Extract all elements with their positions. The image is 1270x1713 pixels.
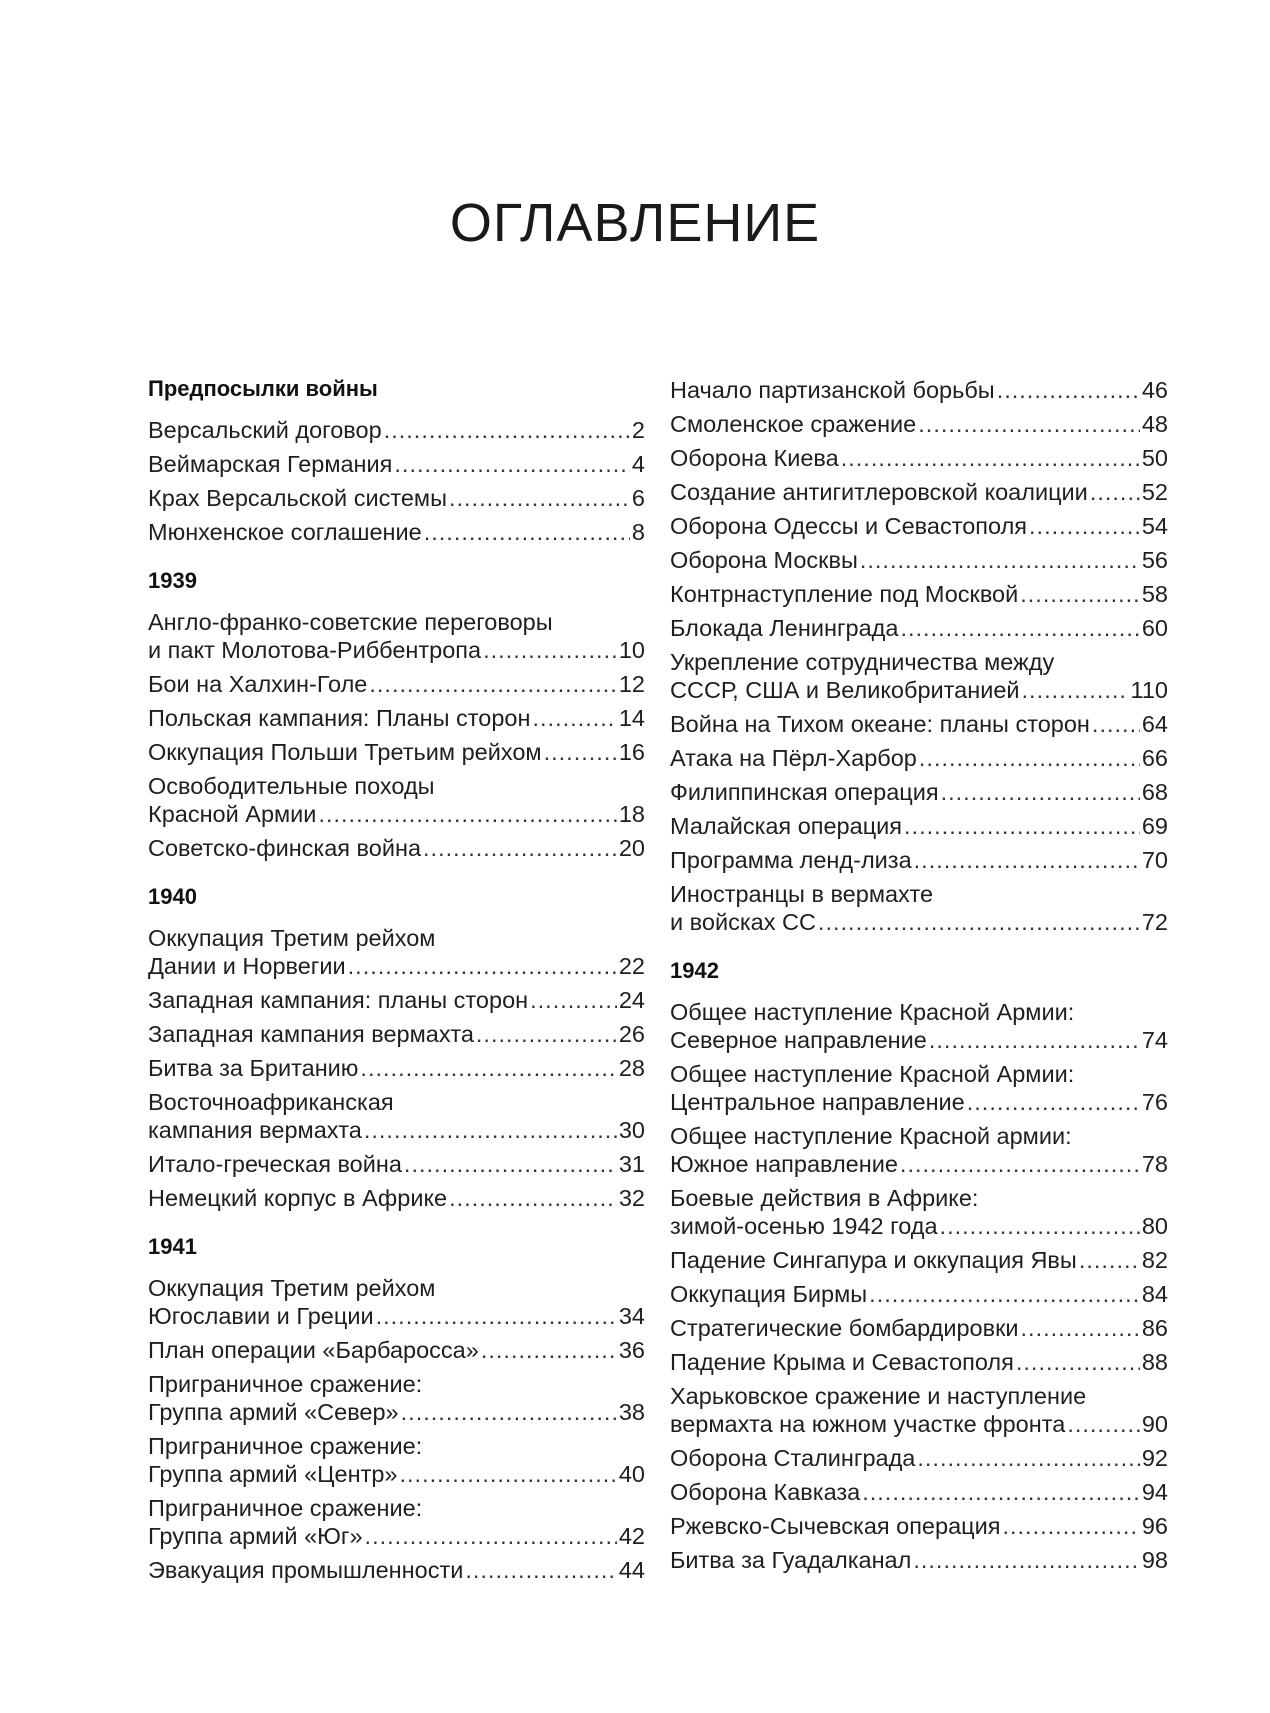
toc-entry-line bbox=[148, 1116, 645, 1144]
toc-column-left bbox=[148, 374, 645, 1604]
dot-leader bbox=[1079, 1246, 1140, 1274]
toc-section bbox=[148, 882, 645, 1212]
dot-leader bbox=[1020, 580, 1140, 608]
page-number: 14 bbox=[618, 705, 645, 731]
dot-leader bbox=[360, 1054, 616, 1082]
toc-entry-title-line: Общее наступление Красной Армии: bbox=[670, 1061, 1075, 1087]
toc-entry[interactable] bbox=[148, 1088, 645, 1144]
page-number: 46 bbox=[1141, 377, 1168, 403]
toc-entry[interactable] bbox=[148, 704, 645, 732]
toc-entry-title-line: Освободительные походы bbox=[148, 773, 435, 799]
toc-entry[interactable] bbox=[670, 546, 1168, 574]
toc-entry-title: Группа армий «Север» bbox=[148, 1399, 399, 1425]
toc-entry[interactable] bbox=[148, 1370, 645, 1426]
toc-entry-title: зимой-осенью 1942 года bbox=[670, 1213, 938, 1239]
toc-entry[interactable] bbox=[148, 416, 645, 444]
toc-entry-title: Группа армий «Юг» bbox=[148, 1523, 363, 1549]
toc-entry[interactable] bbox=[670, 846, 1168, 874]
dot-leader bbox=[465, 1556, 617, 1584]
dot-leader bbox=[841, 444, 1140, 472]
page-number: 86 bbox=[1141, 1315, 1168, 1341]
toc-entry-line bbox=[670, 1348, 1168, 1376]
toc-entry[interactable] bbox=[148, 1020, 645, 1048]
toc-entry-title-line: Восточноафриканская bbox=[148, 1089, 394, 1115]
page-number: 50 bbox=[1141, 445, 1168, 471]
toc-entry-title: Веймарская Германия bbox=[148, 451, 393, 477]
toc-entry[interactable] bbox=[148, 986, 645, 1014]
toc-entry-title: Контрнаступление под Москвой bbox=[670, 581, 1019, 607]
toc-entry-title-line: Приграничное сражение: bbox=[148, 1495, 423, 1521]
toc-entry-line bbox=[148, 1150, 645, 1178]
toc-entry[interactable] bbox=[670, 376, 1168, 404]
page-title: ОГЛАВЛЕНИЕ bbox=[449, 193, 821, 253]
toc-entry[interactable] bbox=[148, 834, 645, 862]
toc-entry[interactable] bbox=[670, 1348, 1168, 1376]
toc-entry-title-line: Оккупация Третим рейхом bbox=[148, 1275, 436, 1301]
page-number: 12 bbox=[618, 671, 645, 697]
page-number: 56 bbox=[1141, 547, 1168, 573]
toc-entry-line bbox=[670, 580, 1168, 608]
dot-leader bbox=[900, 614, 1139, 642]
page-number: 74 bbox=[1141, 1027, 1168, 1053]
toc-entry[interactable] bbox=[670, 1122, 1168, 1178]
toc-entry-title: Стратегические бомбардировки bbox=[670, 1315, 1019, 1341]
page-number: 32 bbox=[618, 1185, 645, 1211]
toc-entry-title: и войсках СС bbox=[670, 909, 816, 935]
toc-entry-line bbox=[148, 1184, 645, 1212]
toc-entry-title: Начало партизанской борьбы bbox=[670, 377, 995, 403]
toc-entry-line bbox=[148, 416, 645, 444]
dot-leader bbox=[365, 1522, 617, 1550]
page-number: 70 bbox=[1141, 847, 1168, 873]
toc-entry[interactable] bbox=[148, 484, 645, 512]
page-number: 92 bbox=[1141, 1445, 1168, 1471]
toc-entry-title: Смоленское сражение bbox=[670, 411, 917, 437]
toc-entry-title: Эвакуация промышленности bbox=[148, 1557, 464, 1583]
toc-entry[interactable] bbox=[670, 1478, 1168, 1506]
dot-leader bbox=[967, 1088, 1140, 1116]
toc-entry[interactable] bbox=[670, 1184, 1168, 1240]
toc-entry-title: Падение Крыма и Севастополя bbox=[670, 1349, 1014, 1375]
toc-entry[interactable] bbox=[148, 1054, 645, 1082]
toc-entry-title-line: Общее наступление Красной армии: bbox=[670, 1123, 1072, 1149]
dot-leader bbox=[400, 1460, 617, 1488]
page-number: 16 bbox=[618, 739, 645, 765]
dot-leader bbox=[904, 812, 1140, 840]
toc-entry-line bbox=[670, 1026, 1168, 1054]
dot-leader bbox=[1029, 512, 1140, 540]
toc-entry-title: Немецкий корпус в Африке bbox=[148, 1185, 448, 1211]
page-number: 10 bbox=[618, 637, 645, 663]
toc-entry[interactable] bbox=[148, 608, 645, 664]
page-number: 18 bbox=[618, 801, 645, 827]
toc-entry-line bbox=[670, 1212, 1168, 1240]
toc-entry-title: кампания вермахта bbox=[148, 1117, 362, 1143]
dot-leader bbox=[476, 1020, 617, 1048]
toc-entry[interactable] bbox=[670, 880, 1168, 936]
toc-entry-title-line: Англо-франко-советские переговоры bbox=[148, 609, 553, 635]
dot-leader bbox=[404, 1150, 617, 1178]
toc-entry-line bbox=[670, 546, 1168, 574]
toc-entry-title: Версальский договор bbox=[148, 417, 382, 443]
page-number: 110 bbox=[1130, 677, 1168, 703]
toc-entry-title: Бои на Халхин-Голе bbox=[148, 671, 368, 697]
toc-entry[interactable] bbox=[670, 710, 1168, 738]
toc-entry[interactable] bbox=[148, 738, 645, 766]
toc-entry-title: Оккупация Бирмы bbox=[670, 1281, 868, 1307]
toc-entry-line bbox=[148, 738, 645, 766]
toc-entry[interactable] bbox=[148, 1494, 645, 1550]
toc-section bbox=[148, 1232, 645, 1584]
toc-entry-line bbox=[670, 1546, 1168, 1574]
toc-entry-title: Оборона Москвы bbox=[670, 547, 858, 573]
dot-leader bbox=[860, 546, 1140, 574]
toc-entry[interactable] bbox=[670, 580, 1168, 608]
toc-entry[interactable] bbox=[148, 772, 645, 828]
toc-entry-title: Группа армий «Центр» bbox=[148, 1461, 398, 1487]
page-number: 6 bbox=[631, 485, 645, 511]
page-number: 42 bbox=[618, 1523, 645, 1549]
page-number: 64 bbox=[1141, 711, 1168, 737]
toc-entry-line bbox=[670, 478, 1168, 506]
toc-entry-title: План операции «Барбаросса» bbox=[148, 1337, 479, 1363]
toc-entry-line bbox=[670, 444, 1168, 472]
page-number: 4 bbox=[631, 451, 645, 477]
dot-leader bbox=[1022, 676, 1129, 704]
page-number: 58 bbox=[1141, 581, 1168, 607]
page-number: 82 bbox=[1141, 1247, 1168, 1273]
toc-entry-title: Крах Версальской системы bbox=[148, 485, 447, 511]
toc-entry-title-line: Укрепление сотрудничества между bbox=[670, 649, 1055, 675]
toc-entry-title-line: Боевые действия в Африке: bbox=[670, 1185, 979, 1211]
page-number: 52 bbox=[1141, 479, 1168, 505]
dot-leader bbox=[941, 778, 1140, 806]
dot-leader bbox=[449, 484, 630, 512]
toc-entry-line bbox=[148, 952, 645, 980]
toc-entry-title: Битва за Гуадалканал bbox=[670, 1547, 912, 1573]
toc-entry[interactable] bbox=[148, 1150, 645, 1178]
page-number: 28 bbox=[618, 1055, 645, 1081]
page-number: 69 bbox=[1141, 813, 1168, 839]
dot-leader bbox=[869, 1280, 1140, 1308]
toc-entry[interactable] bbox=[670, 444, 1168, 472]
toc-entry[interactable] bbox=[670, 1546, 1168, 1574]
dot-leader bbox=[348, 952, 617, 980]
toc-entry-title-line: Общее наступление Красной Армии: bbox=[670, 999, 1075, 1025]
dot-leader bbox=[1021, 1314, 1140, 1342]
dot-leader bbox=[1067, 1410, 1140, 1438]
toc-entry-title: и пакт Молотова-Риббентропа bbox=[148, 637, 482, 663]
toc-entry[interactable] bbox=[148, 1184, 645, 1212]
toc-entry[interactable] bbox=[670, 744, 1168, 772]
toc-entry[interactable] bbox=[670, 614, 1168, 642]
toc-entry-title-line: Приграничное сражение: bbox=[148, 1433, 423, 1459]
toc-entry-line bbox=[670, 1280, 1168, 1308]
page-number: 60 bbox=[1141, 615, 1168, 641]
toc-entry-line bbox=[670, 1444, 1168, 1472]
dot-leader bbox=[483, 636, 617, 664]
toc-entry-line bbox=[148, 704, 645, 732]
toc-entry[interactable] bbox=[670, 778, 1168, 806]
page-number: 88 bbox=[1141, 1349, 1168, 1375]
toc-entry-title: Оборона Кавказа bbox=[670, 1479, 861, 1505]
page-number: 8 bbox=[631, 519, 645, 545]
toc-entry[interactable] bbox=[148, 1556, 645, 1584]
toc-entry[interactable] bbox=[670, 410, 1168, 438]
toc-entry-line bbox=[148, 1020, 645, 1048]
dot-leader bbox=[544, 738, 617, 766]
dot-leader bbox=[364, 1116, 617, 1144]
toc-entry-line bbox=[670, 1314, 1168, 1342]
toc-entry[interactable] bbox=[670, 1512, 1168, 1540]
page-number: 90 bbox=[1141, 1411, 1168, 1437]
toc-entry-title-line: Приграничное сражение: bbox=[148, 1371, 423, 1397]
page-number: 54 bbox=[1141, 513, 1168, 539]
dot-leader bbox=[376, 1302, 617, 1330]
dot-leader bbox=[917, 1444, 1139, 1472]
toc-entry-line bbox=[670, 812, 1168, 840]
toc-entry-title: Битва за Британию bbox=[148, 1055, 359, 1081]
toc-entry[interactable] bbox=[148, 1274, 645, 1330]
toc-entry[interactable] bbox=[148, 518, 645, 546]
dot-leader bbox=[318, 800, 616, 828]
toc-entry-title: Малайская операция bbox=[670, 813, 903, 839]
toc-entry-line bbox=[148, 1398, 645, 1426]
toc-entry[interactable] bbox=[670, 1314, 1168, 1342]
toc-entry[interactable] bbox=[148, 1336, 645, 1364]
toc-entry[interactable] bbox=[670, 1444, 1168, 1472]
toc-section bbox=[670, 376, 1168, 936]
toc-entry[interactable] bbox=[670, 1246, 1168, 1274]
toc-entry[interactable] bbox=[670, 812, 1168, 840]
toc-entry-line bbox=[148, 518, 645, 546]
dot-leader bbox=[1016, 1348, 1140, 1376]
toc-entry-title: Западная кампания: планы сторон bbox=[148, 987, 529, 1013]
toc-entry-title: Западная кампания вермахта bbox=[148, 1021, 474, 1047]
toc-entry-line bbox=[148, 1336, 645, 1364]
toc-entry-title: Атака на Пёрл-Харбор bbox=[670, 745, 917, 771]
dot-leader bbox=[900, 1150, 1140, 1178]
toc-entry-title: Падение Сингапура и оккупация Явы bbox=[670, 1247, 1077, 1273]
toc-entry-title: Оборона Сталинграда bbox=[670, 1445, 916, 1471]
toc-column-right bbox=[670, 376, 1168, 1594]
section-heading: 1941 bbox=[148, 1234, 197, 1259]
toc-entry-line bbox=[148, 834, 645, 862]
toc-entry-line bbox=[148, 1054, 645, 1082]
page-number: 78 bbox=[1141, 1151, 1168, 1177]
section-heading: 1942 bbox=[670, 958, 719, 983]
toc-entry-line bbox=[148, 484, 645, 512]
toc-entry-line bbox=[148, 636, 645, 664]
toc-entry-title: Северное направление bbox=[670, 1027, 927, 1053]
dot-leader bbox=[449, 1184, 617, 1212]
toc-entry-line bbox=[670, 908, 1168, 936]
dot-leader bbox=[818, 908, 1140, 936]
toc-entry-line bbox=[148, 1556, 645, 1584]
dot-leader bbox=[914, 846, 1140, 874]
dot-leader bbox=[532, 704, 616, 732]
dot-leader bbox=[384, 416, 630, 444]
toc-entry-title: Оборона Киева bbox=[670, 445, 839, 471]
dot-leader bbox=[1092, 710, 1140, 738]
toc-entry-title: Югославии и Греции bbox=[148, 1303, 374, 1329]
dot-leader bbox=[394, 450, 630, 478]
page-number: 36 bbox=[618, 1337, 645, 1363]
toc-entry-title: вермахта на южном участке фронта bbox=[670, 1411, 1066, 1437]
toc-section bbox=[148, 374, 645, 546]
page-number: 40 bbox=[618, 1461, 645, 1487]
page-number: 2 bbox=[631, 417, 645, 443]
dot-leader bbox=[401, 1398, 617, 1426]
toc-entry-line bbox=[670, 778, 1168, 806]
toc-entry-line bbox=[670, 1088, 1168, 1116]
toc-entry-title-line: Иностранцы в вермахте bbox=[670, 881, 934, 907]
toc-entry-line bbox=[148, 1302, 645, 1330]
page-number: 26 bbox=[618, 1021, 645, 1047]
page-number: 76 bbox=[1141, 1089, 1168, 1115]
page-number: 94 bbox=[1141, 1479, 1168, 1505]
toc-entry-line bbox=[670, 744, 1168, 772]
page-number: 24 bbox=[618, 987, 645, 1013]
page-number: 68 bbox=[1141, 779, 1168, 805]
toc-entry-title: Мюнхенское соглашение bbox=[148, 519, 422, 545]
toc-entry[interactable] bbox=[148, 670, 645, 698]
toc-entry-title: Блокада Ленинграда bbox=[670, 615, 899, 641]
toc-entry-title: Южное направление bbox=[670, 1151, 898, 1177]
dot-leader bbox=[919, 744, 1140, 772]
toc-entry-title: Польская кампания: Планы сторон bbox=[148, 705, 531, 731]
toc-entry-title: Итало-греческая война bbox=[148, 1151, 402, 1177]
toc-entry-title: Советско-финская война bbox=[148, 835, 422, 861]
page-number: 98 bbox=[1141, 1547, 1168, 1573]
dot-leader bbox=[1002, 1512, 1139, 1540]
dot-leader bbox=[862, 1478, 1140, 1506]
toc-entry-line bbox=[670, 1246, 1168, 1274]
toc-entry-line bbox=[670, 676, 1168, 704]
dot-leader bbox=[913, 1546, 1140, 1574]
toc-section bbox=[670, 956, 1168, 1574]
toc-entry[interactable] bbox=[148, 450, 645, 478]
toc-entry-title: Ржевско-Сычевская операция bbox=[670, 1513, 1001, 1539]
toc-entry[interactable] bbox=[670, 478, 1168, 506]
toc-entry-title: Красной Армии bbox=[148, 801, 317, 827]
toc-entry-line bbox=[670, 1410, 1168, 1438]
toc-entry-line bbox=[148, 670, 645, 698]
toc-section bbox=[148, 566, 645, 862]
page-number: 22 bbox=[618, 953, 645, 979]
section-heading: 1940 bbox=[148, 884, 197, 909]
page-number: 34 bbox=[618, 1303, 645, 1329]
dot-leader bbox=[940, 1212, 1140, 1240]
page-number: 44 bbox=[618, 1557, 645, 1583]
toc-entry-title: Дании и Норвегии bbox=[148, 953, 346, 979]
toc-entry-line bbox=[148, 800, 645, 828]
page-number: 66 bbox=[1141, 745, 1168, 771]
dot-leader bbox=[481, 1336, 617, 1364]
dot-leader bbox=[423, 834, 617, 862]
toc-entry-title: Центральное направление bbox=[670, 1089, 965, 1115]
toc-entry-title-line: Харьковское сражение и наступление bbox=[670, 1383, 1087, 1409]
page-number: 20 bbox=[618, 835, 645, 861]
toc-entry-title: СССР, США и Великобританией bbox=[670, 677, 1020, 703]
toc-entry-title: Война на Тихом океане: планы сторон bbox=[670, 711, 1090, 737]
dot-leader bbox=[918, 410, 1140, 438]
toc-entry-line bbox=[148, 1522, 645, 1550]
toc-entry-title: Оборона Одессы и Севастополя bbox=[670, 513, 1028, 539]
dot-leader bbox=[997, 376, 1140, 404]
toc-entry-line bbox=[670, 614, 1168, 642]
toc-entry-line bbox=[148, 1460, 645, 1488]
toc-entry[interactable] bbox=[670, 512, 1168, 540]
toc-entry-title: Филиппинская операция bbox=[670, 779, 939, 805]
page-number: 84 bbox=[1141, 1281, 1168, 1307]
toc-entry-line bbox=[670, 1512, 1168, 1540]
section-heading: Предпосылки войны bbox=[148, 376, 378, 401]
toc-entry-title-line: Оккупация Третим рейхом bbox=[148, 925, 436, 951]
toc-entry-line bbox=[670, 1478, 1168, 1506]
dot-leader bbox=[424, 518, 630, 546]
toc-entry[interactable] bbox=[670, 1280, 1168, 1308]
page-number: 72 bbox=[1141, 909, 1168, 935]
section-heading: 1939 bbox=[148, 568, 197, 593]
toc-entry[interactable] bbox=[670, 998, 1168, 1054]
page-number: 38 bbox=[618, 1399, 645, 1425]
toc-entry-line bbox=[670, 1150, 1168, 1178]
page-number: 30 bbox=[618, 1117, 645, 1143]
toc-entry-line bbox=[670, 710, 1168, 738]
page-number: 96 bbox=[1141, 1513, 1168, 1539]
toc-entry-line bbox=[670, 512, 1168, 540]
toc-entry-line bbox=[670, 846, 1168, 874]
page-number: 31 bbox=[618, 1151, 645, 1177]
dot-leader bbox=[1090, 478, 1140, 506]
dot-leader bbox=[929, 1026, 1140, 1054]
toc-entry-title: Программа ленд-лиза bbox=[670, 847, 912, 873]
toc-entry-title: Оккупация Польши Третьим рейхом bbox=[148, 739, 542, 765]
page-number: 80 bbox=[1141, 1213, 1168, 1239]
toc-entry[interactable] bbox=[148, 924, 645, 980]
toc-entry[interactable] bbox=[670, 1382, 1168, 1438]
toc-entry-line bbox=[670, 376, 1168, 404]
dot-leader bbox=[530, 986, 617, 1014]
toc-entry[interactable] bbox=[670, 1060, 1168, 1116]
toc-entry-title: Создание антигитлеровской коалиции bbox=[670, 479, 1088, 505]
toc-entry-line bbox=[148, 450, 645, 478]
dot-leader bbox=[369, 670, 617, 698]
page-number: 48 bbox=[1141, 411, 1168, 437]
toc-entry-line bbox=[148, 986, 645, 1014]
toc-entry-line bbox=[670, 410, 1168, 438]
toc-entry[interactable] bbox=[148, 1432, 645, 1488]
toc-entry[interactable] bbox=[670, 648, 1168, 704]
